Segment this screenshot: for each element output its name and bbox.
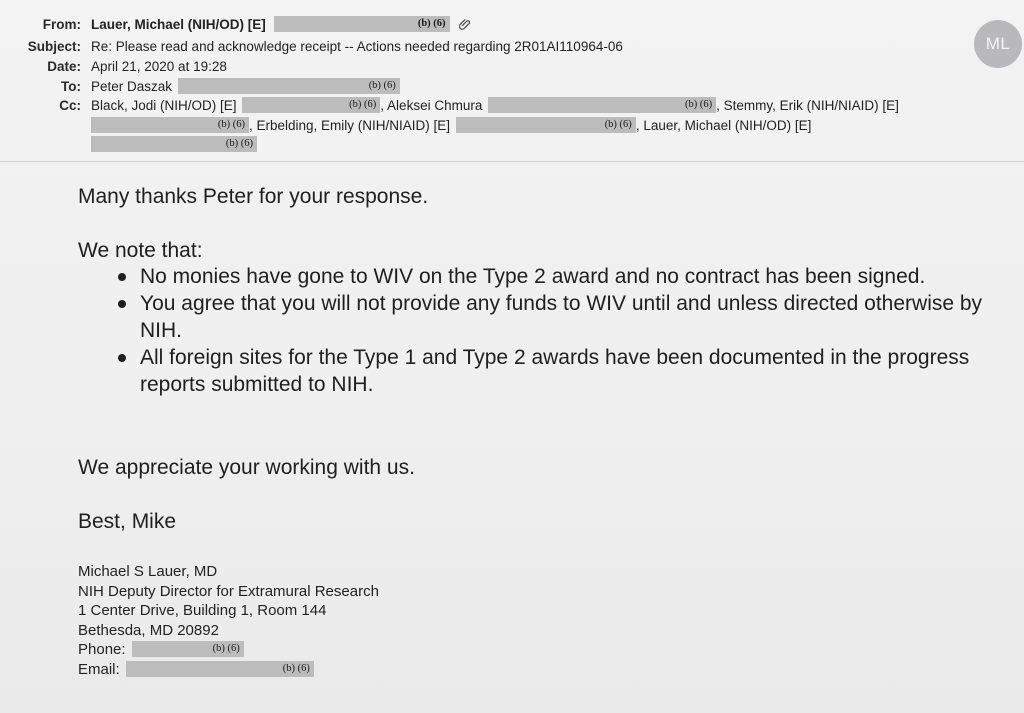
body-appreciation: We appreciate your working with us.: [78, 456, 415, 479]
cc-label: Cc:: [59, 98, 81, 113]
header-cc-row-3: [0, 136, 1024, 153]
list-item: You agree that you will not provide any funds to WIV until and unless directed otherwise by NIH.: [112, 290, 990, 344]
email-label: Email:: [78, 660, 120, 678]
header-cc-row-2: [0, 117, 1024, 134]
bullet-icon: [118, 273, 126, 281]
signature-email-row: [78, 660, 379, 680]
signature-address-1: 1 Center Drive, Building 1, Room 144: [78, 602, 327, 619]
bullet-icon: [118, 354, 126, 362]
subject-value: Re: Please read and acknowledge receipt -- Actions needed regarding 2R01AI110964-06: [91, 39, 623, 54]
subject-label: Subject:: [27, 39, 81, 54]
date-value: April 21, 2020 at 19:28: [91, 59, 227, 74]
header-date-row: [0, 58, 1024, 75]
date-label: Date:: [47, 59, 81, 74]
cc-recipient-5[interactable]: , Lauer, Michael (NIH/OD) [E]: [635, 118, 812, 133]
list-item: No monies have gone to WIV on the Type 2 award and no contract has been signed.: [112, 263, 980, 290]
body-greeting: Many thanks Peter for your response.: [78, 185, 429, 208]
redaction-box: (b) (6): [91, 136, 257, 152]
redaction-box: (b) (6): [488, 97, 716, 113]
from-label: From:: [42, 17, 81, 32]
signature-phone-row: [78, 640, 379, 660]
cc-recipient-1[interactable]: Black, Jodi (NIH/OD) [E]: [91, 98, 237, 113]
to-value[interactable]: Peter Daszak: [91, 79, 173, 94]
body-closing: Best, Mike: [78, 510, 177, 533]
paperclip-icon[interactable]: [459, 18, 471, 35]
header-cc-row: [0, 97, 1024, 114]
list-item: All foreign sites for the Type 1 and Type 2 awards have been documented in the progress reports submitted to NIH.: [112, 344, 1020, 398]
phone-label: Phone:: [78, 641, 126, 658]
bullet-list: [112, 263, 1012, 398]
header-subject-row: [0, 38, 1024, 55]
redaction-box: (b) (6): [274, 16, 450, 32]
avatar[interactable]: ML: [974, 20, 1022, 68]
cc-recipient-3[interactable]: , Stemmy, Erik (NIH/NIAID) [E]: [716, 98, 899, 113]
header-divider: [0, 161, 1024, 162]
redaction-box: (b) (6): [178, 78, 400, 94]
to-label: To:: [61, 79, 81, 94]
redaction-box: (b) (6): [456, 117, 636, 133]
body-note-intro: We note that:: [78, 239, 203, 262]
cc-recipient-4[interactable]: , Erbelding, Emily (NIH/NIAID) [E]: [249, 118, 451, 133]
signature-name: Michael S Lauer, MD: [78, 563, 218, 580]
redaction-box: (b) (6): [132, 641, 244, 657]
header-to-row: [0, 78, 1024, 95]
bullet-icon: [118, 300, 126, 308]
signature-address-2: Bethesda, MD 20892: [78, 621, 219, 639]
redaction-box: (b) (6): [242, 97, 380, 113]
header-from-row: [0, 16, 1024, 33]
cc-recipient-2[interactable]: , Aleksei Chmura: [380, 98, 483, 113]
from-value[interactable]: Lauer, Michael (NIH/OD) [E]: [91, 17, 266, 32]
signature-block: [78, 562, 379, 679]
redaction-box: (b) (6): [126, 661, 314, 677]
signature-title: NIH Deputy Director for Extramural Research: [78, 582, 379, 600]
redaction-box: (b) (6): [91, 117, 249, 133]
